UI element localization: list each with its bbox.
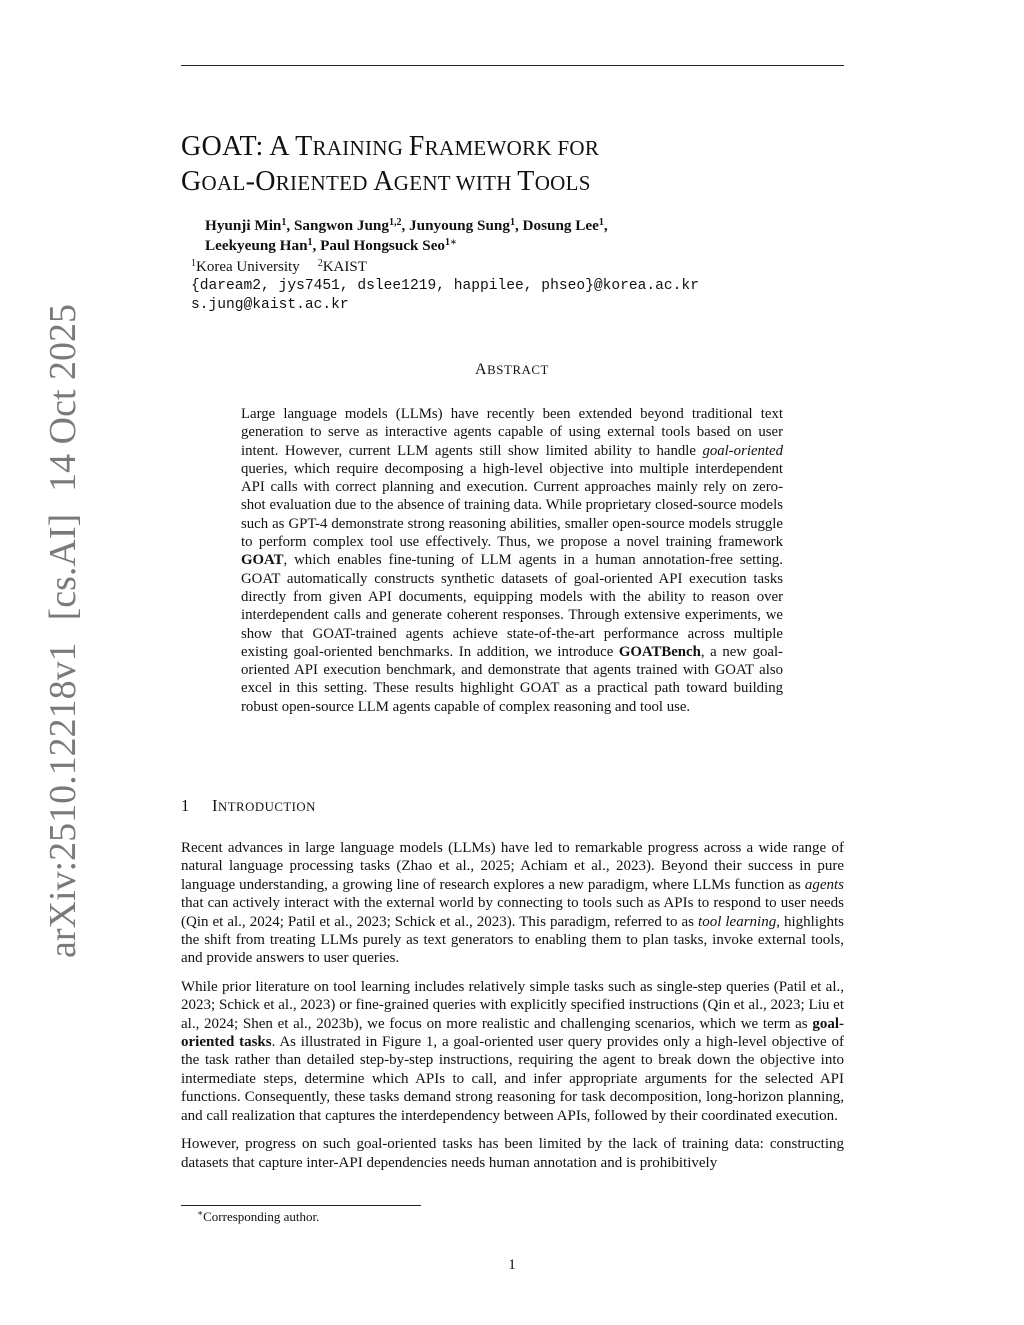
- title-line-2: GOAL-ORIENTED AGENT WITH TOOLS: [181, 166, 591, 197]
- abstract-body: Large language models (LLMs) have recently been extended beyond traditional text generation to serve as interactive agents capable of using external tools based on user intent. However, current LLM agents still show limited ability to handle goal-oriented queries, which require decomposing a high-level objective into multiple interdependent API calls with correct planning and execution. Current approaches mainly rely on zero-shot evaluation due to the absence of training data. While proprietary closed-source models such as GPT-4 demonstrate strong reasoning abilities, smaller open-source models struggle to perform complex tool use effectively. Thus, we propose a novel training framework GOAT, which enables fine-tuning of LLM agents in a human annotation-free setting. GOAT automatically constructs synthetic datasets of goal-oriented API execution tasks directly from given API documents, equipping models with the ability to reason over interdependent calls and generate coherent responses. Through extensive experiments, we show that GOAT-trained agents achieve state-of-the-art performance across multiple existing goal-oriented benchmarks. In addition, we introduce GOATBench, a new goal-oriented API execution benchmark, and demonstrate that agents trained with GOAT also excel in this setting. These results highlight GOAT as a practical path toward building robust open-source LLM agents capable of complex reasoning and tool use.: [241, 406, 783, 715]
- author-name: Hyunji Min: [205, 217, 282, 234]
- paragraph: However, progress on such goal-oriented tasks has been limited by the lack of training data: constructing datasets that capture inter-API dependencies needs human annotation and is prohibitively: [181, 1136, 844, 1171]
- author-name: Sangwon Jung: [293, 217, 389, 234]
- paragraph: While prior literature on tool learning includes relatively simple tasks such as single-step queries (Patil et al., 2023; Schick et al., 2023) or fine-grained queries with explicitly specified instructions (Qin et al., 2023; Liu et al., 2024; Shen et al., 2023b), we focus on more realistic and challenging scenarios, which we term as goal-oriented tasks. As illustrated in Figure 1, a goal-oriented user query provides only a high-level objective of the task rather than detailed step-by-step instructions, requiring the agent to break down the objective into intermediate steps, determine which APIs to call, and infer appropriate arguments for the selected API functions. Consequently, these tasks demand strong reasoning for task decomposition, long-horizon planning, and call realization that captures the interdependency between APIs, followed by their coordinated execution.: [181, 978, 844, 1124]
- email-line-1: {daream2, jys7451, dslee1219, happilee, phseo}@korea.ac.kr: [191, 278, 699, 294]
- email-line-2: s.jung@kaist.ac.kr: [191, 297, 349, 313]
- author-name: Paul Hongsuck Seo: [320, 237, 446, 254]
- paper-title: [181, 130, 844, 200]
- affiliations: $^1$Korea University $^2$KAIST: [191, 258, 367, 275]
- author-list: Hyunji Min$^1$, Sangwon Jung$^{1,2}$, Junyoung Sung$^1$, Dosung Lee$^1$, Leekyeung Han$^1$, Paul Hongsuck Seo$^{1∗}$: [205, 217, 608, 254]
- footnote: ∗Corresponding author.: [197, 1208, 320, 1224]
- introduction-body: [181, 839, 844, 1182]
- abstract-heading: ABSTRACT: [475, 361, 549, 378]
- arxiv-stamp: arXiv:2510.12218v1[cs.AI]14 Oct 2025: [42, 303, 84, 958]
- author-name: Junyoung Sung: [409, 217, 510, 234]
- paragraph: Recent advances in large language models (LLMs) have led to remarkable progress across a wide range of natural language processing tasks (Zhao et al., 2025; Achiam et al., 2023). Beyond their success in pure language understanding, a growing line of research explores a new paradigm, where LLMs function as agents that can actively interact with the external world by connecting to tools such as APIs to respond to user needs (Qin et al., 2024; Patil et al., 2023; Schick et al., 2023). This paradigm, referred to as tool learning, highlights the shift from treating LLMs purely as text generators to enabling them to plan tasks, invoke external tools, and provide answers to user queries.: [181, 840, 844, 967]
- top-rule: [181, 65, 844, 66]
- author-name: Dosung Lee: [522, 217, 599, 234]
- title-line-1: GOAT: A TRAINING FRAMEWORK FOR: [181, 131, 600, 162]
- footnote-rule: [181, 1205, 421, 1206]
- page-number: 1: [508, 1257, 516, 1273]
- author-name: Leekyeung Han: [205, 237, 308, 254]
- section-heading-introduction: 1 INTRODUCTION: [181, 796, 316, 815]
